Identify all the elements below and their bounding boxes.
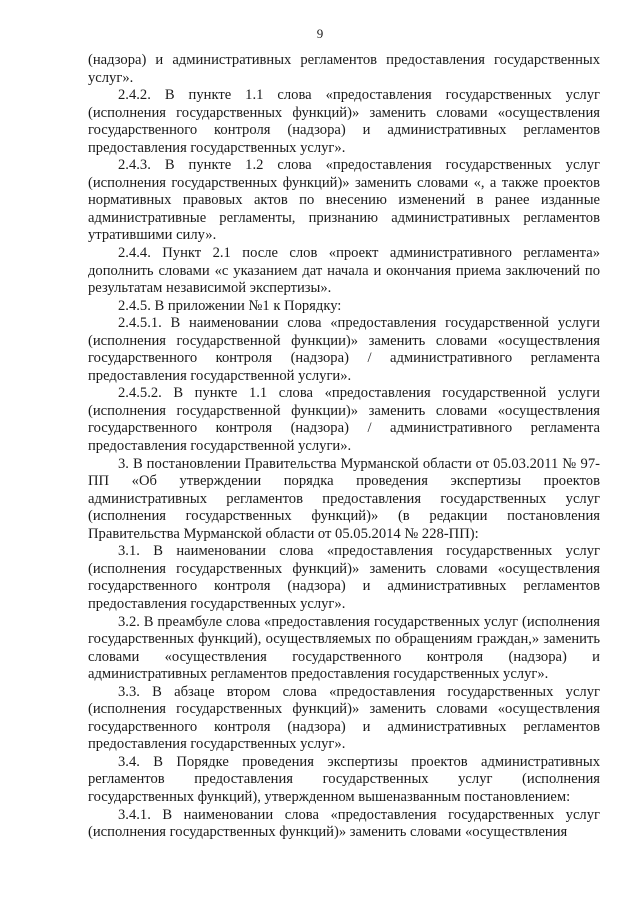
page-number: 9 xyxy=(316,26,324,41)
paragraph-3: 3. В постановлении Правительства Мурманской области от 05.03.2011 № 97-ПП «Об утверждении порядка проведения экспертизы проектов административных регламентов предоставления государственных услуг (исполнения государственных функций)» (в редакции постановления Правительства Мурманской области от 05.05.2014 № 228-ПП): xyxy=(88,455,600,542)
paragraph-2-4-5-2: 2.4.5.2. В пункте 1.1 слова «предоставления государственной услуги (исполнения государственной функции)» заменить словами «осуществления государственного контроля (надзора) / административного регламента предоставления государственной услуги». xyxy=(88,385,600,455)
document-body xyxy=(88,52,600,842)
paragraph-2-4-2: 2.4.2. В пункте 1.1 слова «предоставления государственных услуг (исполнения государственных функций)» заменить словами «осуществления государственного контроля (надзора) и административных регламентов предоставления государственных услуг». xyxy=(88,87,600,156)
paragraph-3-2: 3.2. В преамбуле слова «предоставления государственных услуг (исполнения государственных функций), осуществляемых по обращениям граждан,» заменить словами «осуществления государственного контроля (надзора) и административных регламентов предоставления государственных услуг». xyxy=(88,613,600,683)
paragraph-2-4-4: 2.4.4. Пункт 2.1 после слов «проект административного регламента» дополнить словами «с указанием дат начала и окончания приема заключений по результатам независимой экспертизы». xyxy=(88,245,600,297)
paragraph-3-4-1: 3.4.1. В наименовании слова «предоставления государственных услуг (исполнения государственных функций)» заменить словами «осуществления xyxy=(88,806,600,841)
paragraph-3-3: 3.3. В абзаце втором слова «предоставления государственных услуг (исполнения государственных функций)» заменить словами «осуществления государственного контроля (надзора) и административных регламентов предоставления государственных услуг». xyxy=(88,683,600,753)
paragraph-2-4-3: 2.4.3. В пункте 1.2 слова «предоставления государственных услуг (исполнения государственных функций)» заменить словами «, а также проектов нормативных правовых актов по внесению изменений в ранее изданные административные регламенты, признанию административных регламентов утратившими силу». xyxy=(88,157,600,244)
paragraph-continuation: (надзора) и административных регламентов предоставления государственных услуг». xyxy=(88,52,600,86)
paragraph-3-4: 3.4. В Порядке проведения экспертизы проектов административных регламентов предоставления государственных услуг (исполнения государственных функций), утвержденном вышеназванным постановлением: xyxy=(88,753,600,805)
paragraph-2-4-5: 2.4.5. В приложении №1 к Порядку: xyxy=(118,297,342,314)
paragraph-2-4-5-1: 2.4.5.1. В наименовании слова «предоставления государственной услуги (исполнения государственной функции)» заменить словами «осуществления государственного контроля (надзора) / административного регламента предоставления государственной услуги». xyxy=(88,315,600,384)
paragraph-3-1: 3.1. В наименовании слова «предоставления государственных услуг (исполнения государственных функций)» заменить словами «осуществления государственного контроля (надзора) и административных регламентов предоставления государственных услуг». xyxy=(88,543,600,612)
